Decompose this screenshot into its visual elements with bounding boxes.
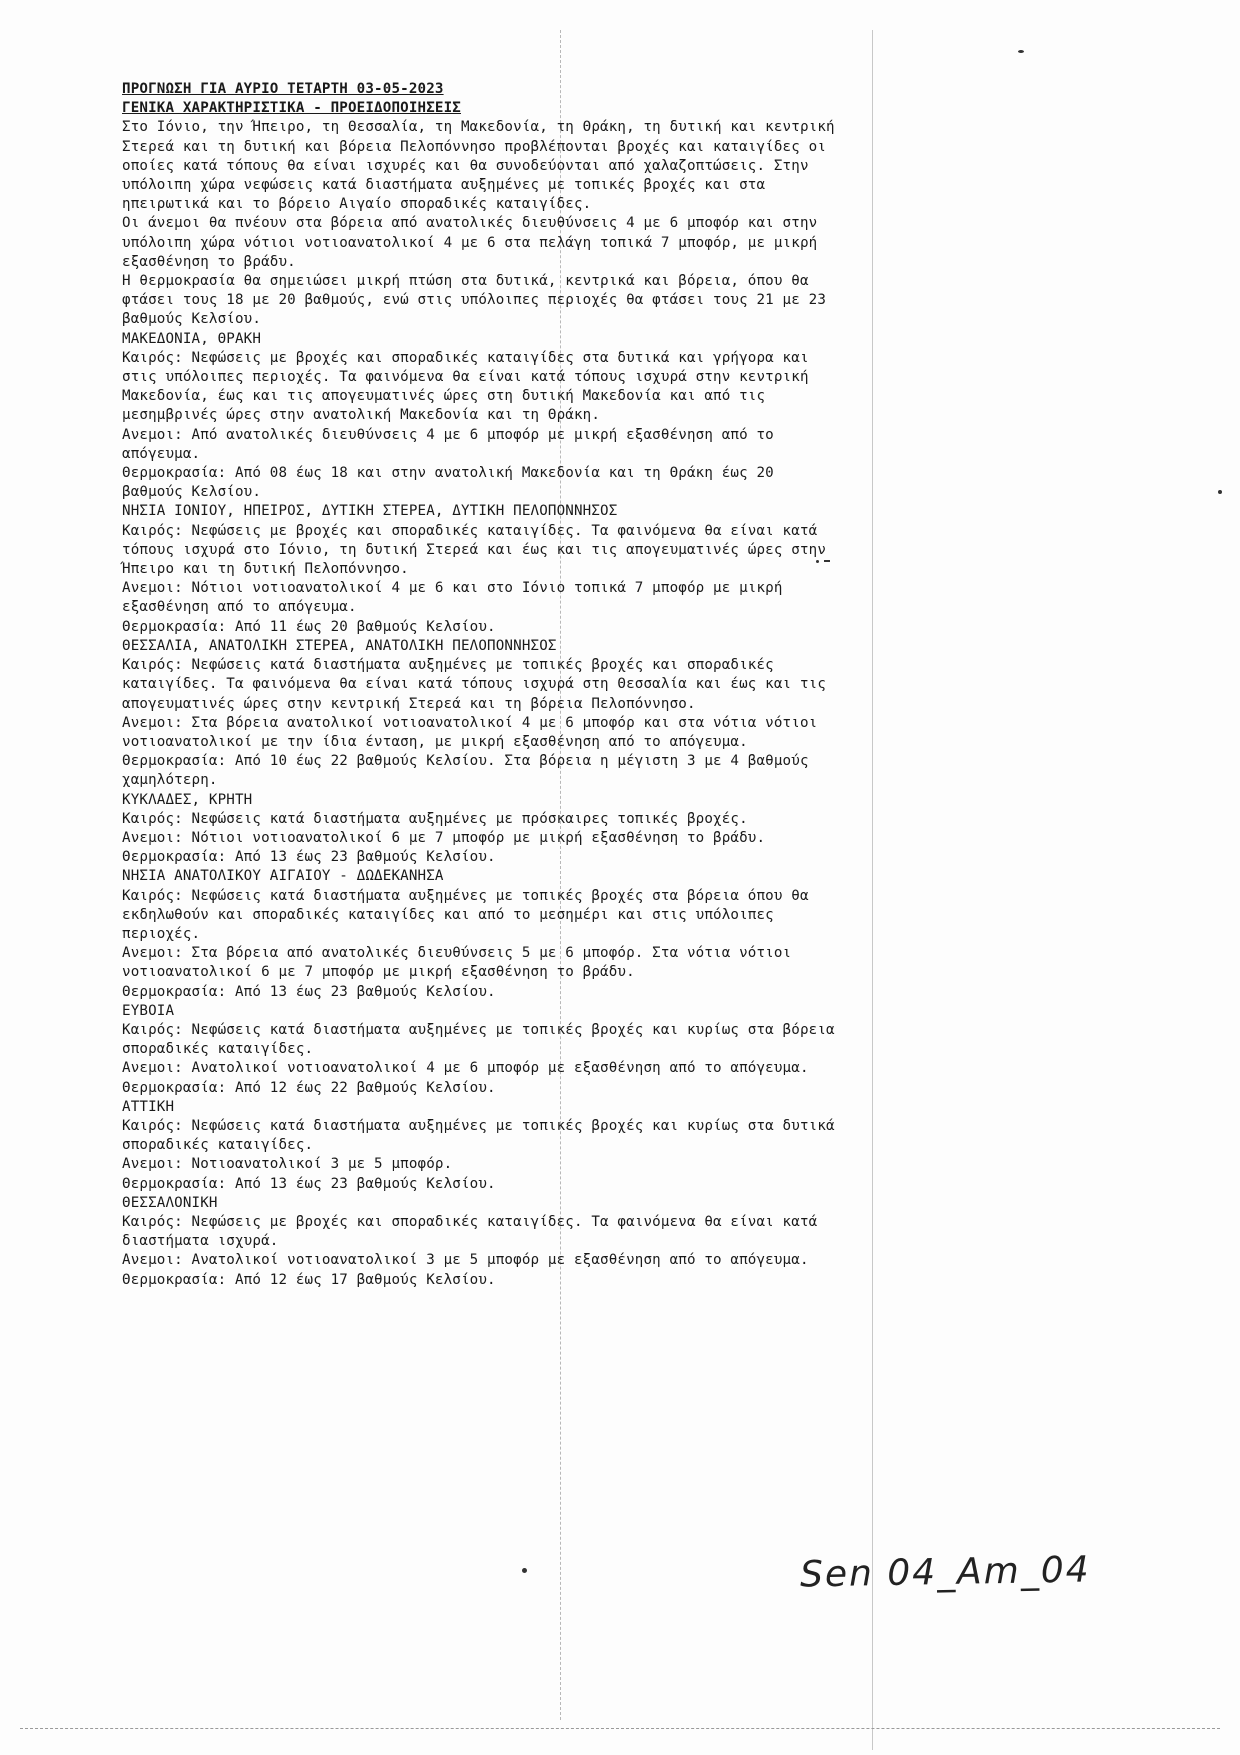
region-weather: Καιρός: Νεφώσεις με βροχές και σποραδικές καταιγίδες στα δυτικά και γρήγορα και στις υπόλοιπες περιοχές. Τα φαινόμενα θα είναι κατά τόπους ισχυρά στην κεντρική Μακεδονία, έως και τις απογευματινές ώρες στη δυτική Μακεδονία και από τις μεσημβρινές ώρες στην ανατολική Μακεδονία και τη Θράκη. [122,349,809,424]
region-weather: Καιρός: Νεφώσεις με βροχές και σποραδικές καταιγίδες. Τα φαινόμενα θα είναι κατά τόπους ισχυρά στο Ιόνιο, τη δυτική Στερεά και έως και τις απογευματινές ώρες στην Ήπειρο και τη δυτική Πελοπόννησο. [122,522,827,578]
general-section [122,118,842,329]
region-weather: Καιρός: Νεφώσεις κατά διαστήματα αυξημένες με τοπικές βροχές και κυρίως στα βόρεια σποραδικές καταιγίδες. [122,1021,835,1058]
scan-fold-line [872,30,873,1750]
region-weather: Καιρός: Νεφώσεις με βροχές και σποραδικές καταιγίδες. Τα φαινόμενα θα είναι κατά διαστήματα ισχυρά. [122,1213,818,1250]
region-weather: Καιρός: Νεφώσεις κατά διαστήματα αυξημένες με τοπικές βροχές και σποραδικές καταιγίδες. Τα φαινόμενα θα είναι κατά τόπους ισχυρά στη Θεσσαλία και έως και τις απογευματινές ώρες στην κεντρική Στερεά και τη βόρεια Πελοπόννησο. [122,657,827,712]
region-temperature: Θερμοκρασία: Από 13 έως 23 βαθμούς Κελσίου. [122,983,496,1000]
region-wind: Ανεμοι: Νοτιοανατολικοί 3 με 5 μποφόρ. [122,1156,453,1173]
region-wind: Ανεμοι: Νότιοι νοτιοανατολικοί 4 με 6 και στο Ιόνιο τοπικά 7 μποφόρ με μικρή εξασθένηση από το απόγευμα. [122,580,783,616]
region-section [122,867,842,1001]
scan-bottom-rule [20,1728,1220,1729]
region-temperature: Θερμοκρασία: Από 13 έως 23 βαθμούς Κελσίου. [122,1175,496,1192]
region-title: ΝΗΣΙΑ ΙΟΝΙΟΥ, ΗΠΕΙΡΟΣ, ΔΥΤΙΚΗ ΣΤΕΡΕΑ, ΔΥΤΙΚΗ ΠΕΛΟΠΟΝΝΗΣΟΣ [122,503,618,520]
region-wind: Ανεμοι: Στα βόρεια ανατολικοί νοτιοανατολικοί 4 με 6 μποφόρ και στα νότια νότιοι νοτιοανατολικοί με την ίδια ένταση, με μικρή εξασθένηση από το απόγευμα. [122,714,818,750]
region-wind: Ανεμοι: Ανατολικοί νοτιοανατολικοί 3 με 5 μποφόρ με εξασθένηση από το απόγευμα. [122,1252,809,1269]
region-wind: Ανεμοι: Στα βόρεια από ανατολικές διευθύνσεις 5 με 6 μποφόρ. Στα νότια νότιοι νοτιοανατολικοί 6 με 7 μποφόρ με μικρή εξασθένηση το βράδυ. [122,945,792,981]
region-weather: Καιρός: Νεφώσεις κατά διαστήματα αυξημένες με τοπικές βροχές στα βόρεια όπου θα εκδηλωθούν και σποραδικές καταιγίδες και από το μεσημέρι και στις υπόλοιπες περιοχές. [122,887,809,942]
region-temperature: Θερμοκρασία: Από 10 έως 22 βαθμούς Κελσίου. Στα βόρεια η μέγιστη 3 με 4 βαθμούς χαμηλότερη. [122,753,809,789]
region-wind: Ανεμοι: Από ανατολικές διευθύνσεις 4 με 6 μποφόρ με μικρή εξασθένηση από το απόγευμα. [122,426,774,462]
region-title: ΝΗΣΙΑ ΑΝΑΤΟΛΙΚΟΥ ΑΙΓΑΙΟΥ - ΔΩΔΕΚΑΝΗΣΑ [122,868,444,885]
region-weather: Καιρός: Νεφώσεις κατά διαστήματα αυξημένες με τοπικές βροχές και κυρίως στα δυτικά σποραδικές καταιγίδες. [122,1117,835,1154]
region-title: ΘΕΣΣΑΛΟΝΙΚΗ [122,1194,218,1211]
region-weather: Καιρός: Νεφώσεις κατά διαστήματα αυξημένες με πρόσκαιρες τοπικές βροχές. [122,810,748,827]
region-section [122,791,842,868]
general-paragraph: Η θερμοκρασία θα σημειώσει μικρή πτώση στα δυτικά, κεντρικά και βόρεια, όπου θα φτάσει τους 18 με 20 βαθμούς, ενώ στις υπόλοιπες περιοχές θα φτάσει τους 21 με 23 βαθμούς Κελσίου. [122,273,827,328]
document-title: ΠΡΟΓΝΩΣΗ ΓΙΑ ΑΥΡΙΟ ΤΕΤΑΡΤΗ 03-05-2023 [122,81,444,97]
scan-speck [522,1568,527,1573]
region-section [122,1098,842,1194]
region-title: ΘΕΣΣΑΛΙΑ, ΑΝΑΤΟΛΙΚΗ ΣΤΕΡΕΑ, ΑΝΑΤΟΛΙΚΗ ΠΕΛΟΠΟΝΝΗΣΟΣ [122,637,557,654]
general-paragraph: Οι άνεμοι θα πνέουν στα βόρεια από ανατολικές διευθύνσεις 4 με 6 μποφόρ και στην υπόλοιπη χώρα νότιοι νοτιοανατολικοί 4 με 6 στα πελάγη τοπικά 7 μποφόρ, με μικρή εξασθένηση το βράδυ. [122,215,818,270]
region-title: ΚΥΚΛΑΔΕΣ, ΚΡΗΤΗ [122,791,253,808]
region-wind: Ανεμοι: Ανατολικοί νοτιοανατολικοί 4 με 6 μποφόρ με εξασθένηση από το απόγευμα. [122,1060,809,1077]
region-temperature: Θερμοκρασία: Από 13 έως 23 βαθμούς Κελσίου. [122,849,496,866]
region-section [122,1194,842,1290]
region-temperature: Θερμοκρασία: Από 12 έως 22 βαθμούς Κελσίου. [122,1079,496,1096]
region-temperature: Θερμοκρασία: Από 11 έως 20 βαθμούς Κελσίου. [122,618,496,635]
scan-speck [1218,490,1222,494]
region-section [122,330,842,503]
region-temperature: Θερμοκρασία: Από 12 έως 17 βαθμούς Κελσίου. [122,1271,496,1288]
region-section [122,502,842,636]
forecast-text [122,80,842,1290]
general-paragraph: Στο Ιόνιο, την Ήπειρο, τη Θεσσαλία, τη Μακεδονία, τη Θράκη, τη δυτική και κεντρική Στερεά και τη δυτική και βόρεια Πελοπόννησο προβλέπονται βροχές και καταιγίδες οι οποίες κατά τόπους θα είναι ισχυρές και θα συνοδεύονται από χαλαζοπτώσεις. Στην υπόλοιπη χώρα νεφώσεις κατά διαστήματα αυξημένες με τοπικές βροχές και στα ηπειρωτικά και το βόρειο Αιγαίο σποραδικές καταιγίδες. [122,119,835,213]
document-subtitle: ΓΕΝΙΚΑ ΧΑΡΑΚΤΗΡΙΣΤΙΚΑ - ΠΡΟΕΙΔΟΠΟΙΗΣΕΙΣ [122,100,461,117]
region-title: ΑΤΤΙΚΗ [122,1098,175,1115]
region-section [122,1002,842,1098]
region-title: ΜΑΚΕΔΟΝΙΑ, ΘΡΑΚΗ [122,330,262,347]
handwritten-note: Sen 04_Am_04 [799,1549,1091,1596]
region-title: ΕΥΒΟΙΑ [122,1002,175,1019]
scan-speck [1018,50,1024,53]
region-section [122,637,842,791]
region-wind: Ανεμοι: Νότιοι νοτιοανατολικοί 6 με 7 μποφόρ με μικρή εξασθένηση το βράδυ. [122,829,766,846]
region-temperature: Θερμοκρασία: Από 08 έως 18 και στην ανατολική Μακεδονία και τη Θράκη έως 20 βαθμούς Κελσίου. [122,465,774,501]
